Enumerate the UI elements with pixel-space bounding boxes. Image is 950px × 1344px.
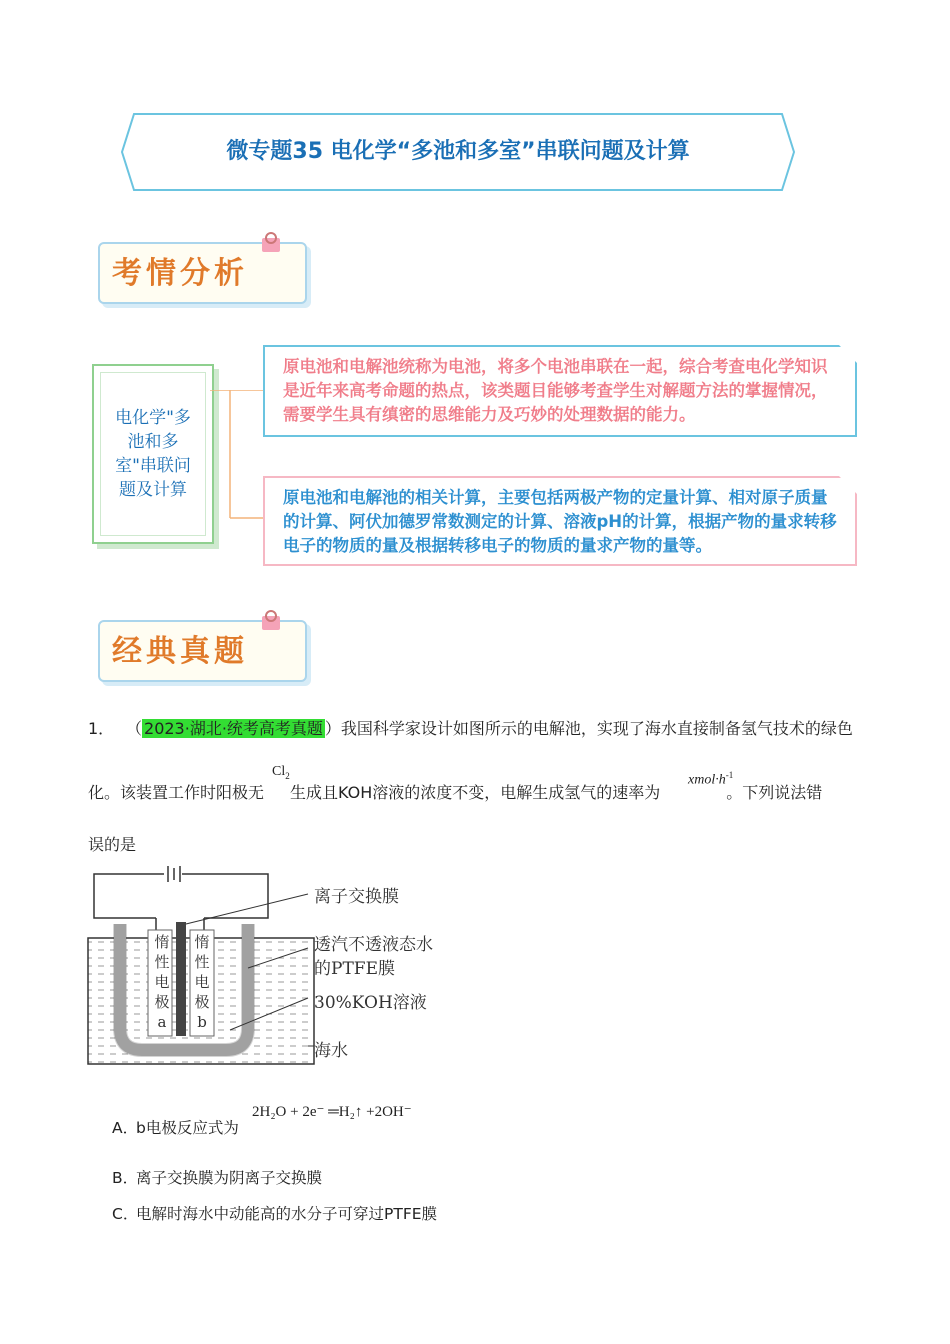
analysis-card-1-text: 原电池和电解池统称为电池，将多个电池串联在一起，综合考查电化学知识是近年来高考命题的热点，该类题目能够考查学生对解题方法的掌握情况，需要学生具有缜密的思维能力及巧妙的处理数据的能力。: [283, 357, 828, 424]
heading-text: 经典真题: [112, 634, 248, 669]
label-membrane: 离子交换膜: [314, 887, 399, 907]
paper-clip-icon: [258, 610, 284, 632]
electrode-a-label: 惰 性 电 极 a: [154, 933, 170, 1031]
topic-text: 电化学"多池和多室"串联问题及计算: [100, 372, 206, 536]
question-source-badge: 2023·湖北·统考高考真题: [144, 719, 323, 738]
label-ptfe-2: 的PTFE膜: [314, 959, 395, 979]
page-title: 微专题35 电化学“多池和多室”串联问题及计算: [226, 139, 690, 164]
card-corner: [839, 345, 857, 363]
electrolysis-diagram: [86, 858, 466, 1070]
section-heading-classic: [90, 610, 310, 682]
title-banner: [120, 112, 796, 192]
heading-text: 考情分析: [112, 256, 248, 291]
option-a[interactable]: [112, 1116, 239, 1138]
option-c-text: 电解时海水中动能高的水分子可穿过PTFE膜: [136, 1205, 438, 1223]
option-b-text: 离子交换膜为阴离子交换膜: [136, 1169, 323, 1187]
formula-rate: $xmol\cdot h^{-1}$: [688, 770, 734, 788]
analysis-card-2-text: 原电池和电解池的相关计算，主要包括两极产物的定量计算、相对原子质量的计算、阿伏加德罗常数测定的计算、溶液pH的计算，根据产物的量求转移电子的物质的量及根据转移电子的物质的量求产物的量等。: [283, 488, 837, 555]
question-line-3: 误的是: [88, 835, 137, 854]
question-text-1: ）我国科学家设计如图所示的电解池，实现了海水直接制备氢气技术的绿色: [324, 719, 853, 738]
section-heading-analysis: [90, 232, 310, 304]
option-c-label: C．: [112, 1205, 139, 1223]
tree-connector: [210, 390, 266, 530]
analysis-card-2: [263, 476, 857, 566]
option-b-label: B．: [112, 1169, 139, 1187]
label-ptfe-1: 透汽不透液态水: [314, 935, 433, 955]
topic-box: [92, 364, 214, 544]
paper-clip-icon: [258, 232, 284, 254]
electrode-b-label: 惰 性 电 极 b: [194, 933, 210, 1031]
question-number: 1．: [88, 719, 115, 738]
option-b[interactable]: [112, 1166, 322, 1188]
card-corner: [839, 476, 857, 494]
question-line-1: [88, 716, 853, 739]
analysis-card-1: [263, 345, 857, 437]
label-koh: 30%KOH溶液: [314, 993, 427, 1013]
option-a-text: b电极反应式为: [136, 1119, 239, 1137]
question-open: （: [126, 719, 143, 738]
option-a-formula: 2H₂O + 2e⁻ ═H₂↑ +2OH⁻: [252, 1104, 412, 1120]
question-text-2a: 化。该装置工作时阳极无: [88, 783, 265, 802]
question-text-2c: 。下列说法错: [726, 783, 823, 802]
formula-cl2: $Cl_2$: [272, 764, 290, 781]
option-a-label: A．: [112, 1119, 139, 1137]
option-c[interactable]: [112, 1202, 437, 1224]
label-seawater: 海水: [314, 1041, 348, 1061]
question-text-2b: 生成且KOH溶液的浓度不变，电解生成氢气的速率为: [290, 783, 661, 802]
